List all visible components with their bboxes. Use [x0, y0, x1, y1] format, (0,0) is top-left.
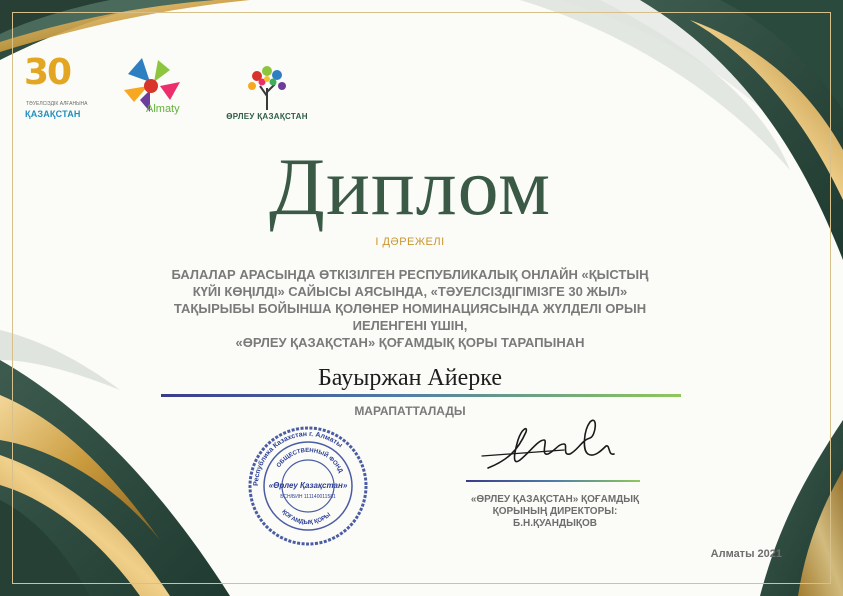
city-year: Алматы 2021 — [710, 548, 782, 560]
award-description — [130, 266, 690, 351]
anniversary-small-text: ТӘУЕЛСІЗДІК АЛҒАНЫНА — [26, 101, 88, 107]
stamp-inner-bottom: ҚОҒАМДЫҚ ҚОРЫ — [280, 508, 333, 527]
diploma-title: Диплом — [269, 141, 551, 232]
svg-text:ОБЩЕСТВЕННЫЙ ФОНД — [276, 448, 343, 475]
award-description-line: ИЕЛЕНГЕНІ ҮШІН, — [352, 318, 468, 333]
recipient-name: Бауыржан Айерке — [318, 365, 502, 391]
award-description-line: «ӨРЛЕУ ҚАЗАҚСТАН» ҚОҒАМДЫҚ ҚОРЫ ТАРАПЫНАН — [235, 335, 585, 350]
orleu-text: ӨРЛЕУ ҚАЗАҚСТАН — [226, 112, 308, 121]
stamp-inner-top: ОБЩЕСТВЕННЫЙ ФОНД — [276, 447, 344, 475]
independence-30-logo — [22, 52, 88, 122]
orleu-logo — [222, 62, 312, 124]
orleu-tree-icon — [222, 62, 312, 112]
awarded-label: МАРАПАТТАЛАДЫ — [354, 404, 466, 418]
award-description-line: БАЛАЛАР АРАСЫНДА ӨТКІЗІЛГЕН РЕСПУБЛИКАЛЫҚ ОНЛАЙН «ҚЫСТЫҢ — [171, 267, 649, 282]
anniversary-number: 30 — [24, 52, 71, 93]
almaty-logo — [120, 56, 184, 120]
diploma-degree: І ДӘРЕЖЕЛІ — [375, 236, 445, 248]
stamp-bin: БСН/БИН 111140011581 — [280, 494, 336, 500]
signature-underline — [466, 480, 640, 482]
almaty-text: Almaty — [146, 103, 180, 115]
award-description-line: КҮЙІ КӨҢІЛДІ» САЙЫСЫ АЯСЫНДА, «ТӘУЕЛСІЗДІГІМІЗГЕ 30 ЖЫЛ» — [192, 284, 628, 299]
recipient-underline — [161, 394, 681, 397]
award-description-line: ТАҚЫРЫБЫ БОЙЫНША ҚОЛӨНЕР НОМИНАЦИЯСЫНДА ЖҮЛДЕЛІ ОРЫН — [173, 301, 647, 316]
director-line: ҚОРЫНЫҢ ДИРЕКТОРЫ: — [492, 506, 618, 517]
stamp-outer-text: Республика Казахстан г. Алматы — [252, 430, 344, 487]
director-signature — [478, 410, 628, 480]
stamp-center-text: «Өрлеу Қазақстан» — [268, 481, 348, 490]
director-info — [440, 494, 670, 530]
director-line: Б.Н.ҚУАНДЫҚОВ — [513, 518, 597, 529]
anniversary-country: ҚАЗАҚСТАН — [25, 109, 81, 119]
director-line: «ӨРЛЕУ ҚАЗАҚСТАН» ҚОҒАМДЫҚ — [470, 494, 640, 505]
official-stamp — [246, 424, 370, 548]
